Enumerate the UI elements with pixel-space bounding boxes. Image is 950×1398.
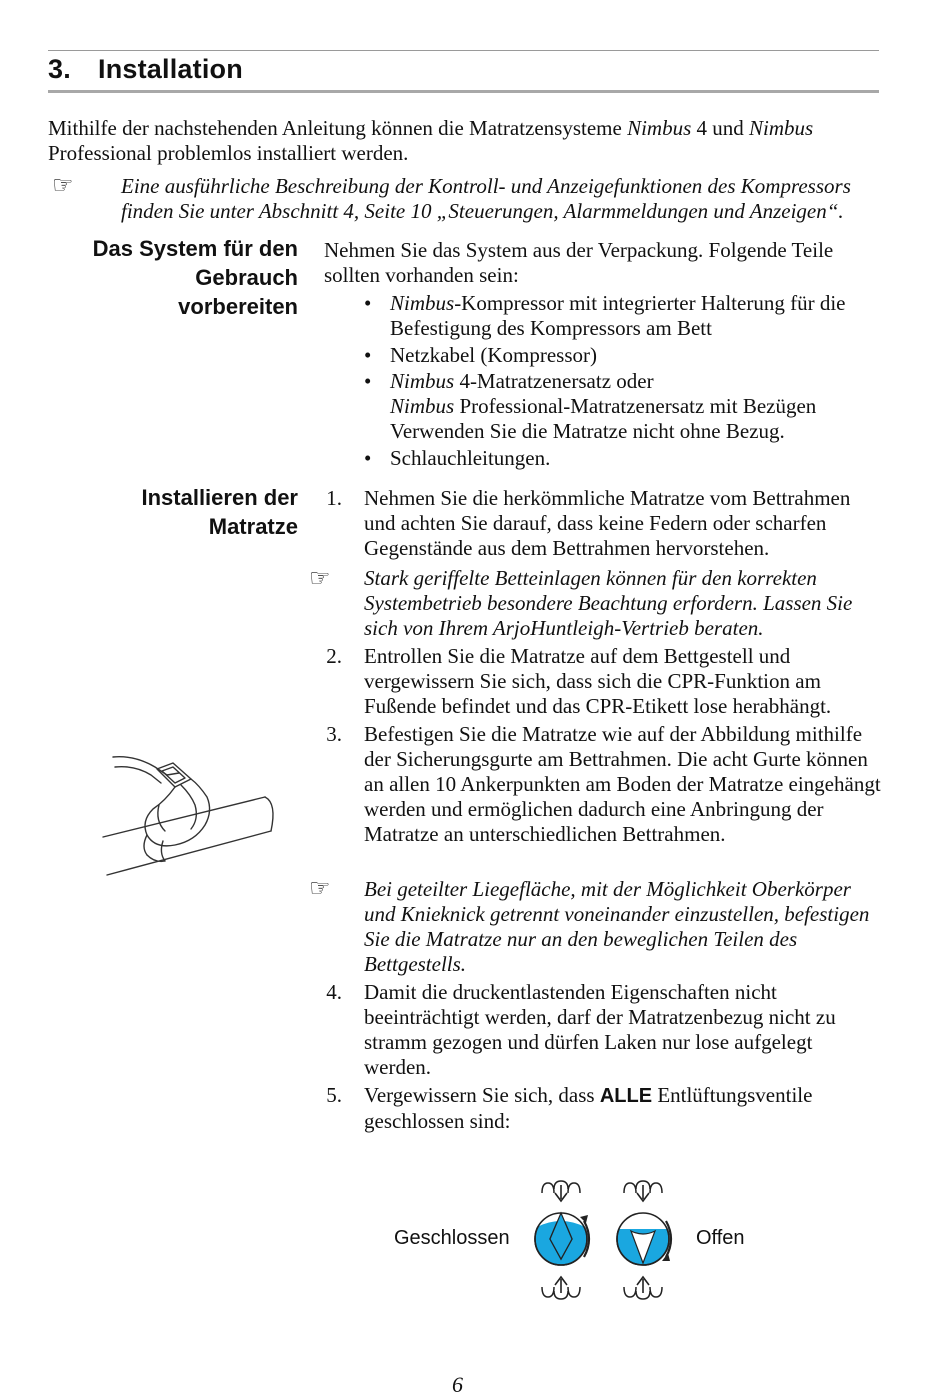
pointing-hand-icon: ☞ (309, 564, 331, 592)
heading-line: Gebrauch (195, 265, 298, 290)
step-text-part: Vergewissern Sie sich, dass (364, 1083, 600, 1107)
valve-open-icon (617, 1181, 671, 1299)
list-item (324, 343, 884, 368)
step-text: Entrollen Sie die Matratze auf dem Bettgestell und vergewissern Sie sich, dass sich die CPR-Funktion am Fußende befindet und das CPR-Etikett lose herabhängt. (364, 644, 832, 718)
heading-line: Matratze (208, 514, 298, 539)
list-item (324, 446, 884, 471)
section-number: 3. (48, 54, 71, 84)
prepare-lead: Nehmen Sie das System aus der Verpackung. Folgende Teile sollten vorhanden sein: (324, 238, 834, 287)
pointing-hand-icon: ☞ (52, 171, 74, 199)
emphasis: ALLE (599, 1085, 653, 1107)
brand-name: Nimbus (390, 369, 455, 393)
valve-closed-icon (535, 1181, 589, 1299)
step-text-part: Entlüftungsventile geschlossen sind: (364, 1083, 813, 1133)
step-number: 3. (326, 722, 342, 746)
intro-paragraph (48, 116, 883, 166)
item-text: Professional-Matratzenersatz mit Bezügen Verwenden Sie die Matratze nicht ohne Bezug. (390, 394, 817, 443)
step-text: Nehmen Sie die herkömmliche Matratze vom Bettrahmen und achten Sie darauf, dass keine Federn oder scharfen Gegenstände aus dem Bettrahmen hervorstehen. (364, 486, 851, 560)
heading-prepare-system (93, 234, 298, 321)
brand-name: Nimbus (390, 291, 455, 315)
intro-text: Professional problemlos installiert werden. (48, 141, 409, 165)
heading-line: Das System für den (92, 236, 298, 261)
step-2 (324, 644, 884, 719)
brand-name: Nimbus (627, 116, 692, 140)
item-text: 4-Matratzenersatz oder (454, 369, 654, 393)
item-text: Schlauchleitungen. (390, 446, 551, 470)
intro-text: Mithilfe der nachstehenden Anleitung können die Matratzensysteme (48, 116, 628, 140)
step-text: Befestigen Sie die Matratze wie auf der Abbildung mithilfe der Sicherungsgurte am Bettrahmen. Die acht Gurte können an allen 10 Ankerpunkten am Boden der Matratze eingehängt werden und ermöglichen dadurch eine Anbringung der Matratze an unterschiedlichen Bettrahmen. (364, 722, 881, 846)
list-item (324, 369, 884, 444)
valve-closed-label: Geschlossen (394, 1227, 510, 1249)
heading-install-mattress (141, 483, 298, 541)
section-title: Installation (98, 54, 243, 84)
top-rule (48, 50, 879, 51)
step-number: 1. (326, 486, 342, 510)
step-text (364, 1083, 884, 1134)
note-controls: Eine ausführliche Beschreibung der Kontroll- und Anzeigefunktionen des Kompressors finden Sie unter Abschnitt 4, Seite 10 „Steuerungen, Alarmmeldungen und Anzeigen“. (121, 174, 851, 223)
brand-name: Nimbus (749, 116, 814, 140)
brand-name: Nimbus (390, 394, 455, 418)
pointing-hand-icon: ☞ (309, 874, 331, 902)
item-text: Netzkabel (Kompressor) (390, 343, 598, 367)
step-number: 4. (326, 980, 342, 1004)
valve-diagram (520, 1175, 690, 1305)
list-item (324, 291, 884, 341)
step-3 (324, 722, 884, 847)
intro-text: 4 und (691, 116, 750, 140)
page-number: 6 (452, 1372, 463, 1397)
step-4 (324, 980, 884, 1080)
strap-illustration (95, 745, 295, 885)
item-text: -Kompressor mit integrierter Halterung für die Befestigung des Kompressors am Bett (390, 291, 846, 340)
note-split-surface: Bei geteilter Liegefläche, mit der Möglichkeit Oberkörper und Knieknick getrennt voneinander einzustellen, befestigen Sie die Matratze nur an den beweglichen Teilen des Bettgestells. (364, 877, 870, 976)
heading-underline (48, 90, 879, 93)
valve-open-label: Offen (696, 1227, 745, 1249)
heading-line: vorbereiten (178, 294, 298, 319)
heading-line: Installieren der (141, 485, 298, 510)
step-number: 2. (326, 644, 342, 668)
step-text: Damit die druckentlastenden Eigenschaften nicht beeinträchtigt werden, darf der Matratzenbezug nicht zu stramm gezogen und dürfen Laken nur lose aufgelegt werden. (364, 980, 836, 1079)
parts-list (324, 291, 884, 471)
step-number: 5. (326, 1083, 342, 1107)
step-1 (324, 486, 884, 561)
step-5 (324, 1083, 884, 1134)
section-heading (48, 54, 243, 85)
note-bed-inserts: Stark geriffelte Betteinlagen können für den korrekten Systembetrieb besondere Beachtung erfordern. Lassen Sie sich von Ihrem ArjoHuntleigh-Vertrieb beraten. (364, 566, 853, 640)
